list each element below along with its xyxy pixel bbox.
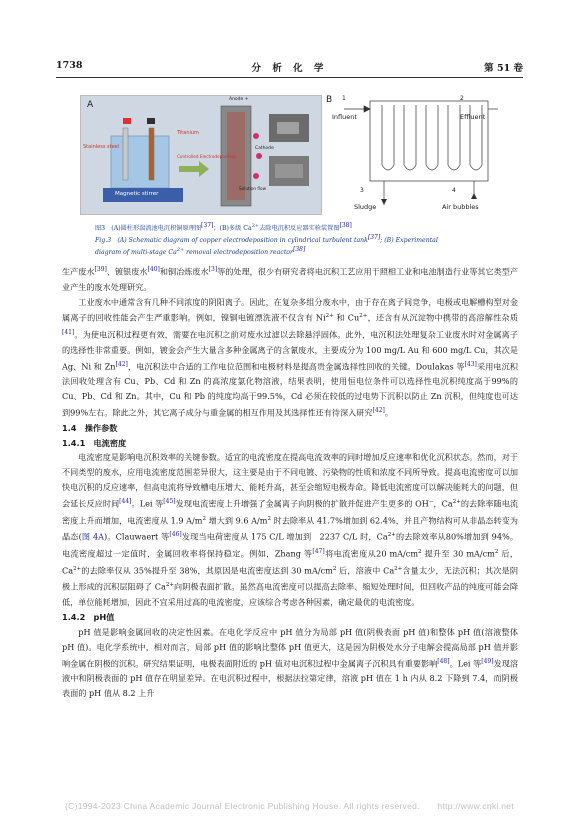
section-heading-1-4-2: 1.4.2 pH值: [62, 611, 115, 622]
citation[interactable]: [41]: [62, 329, 75, 337]
panel-b-letter: B: [326, 95, 333, 105]
body-text: [62, 263, 518, 701]
stainless-steel-label: Stainless steel: [83, 144, 120, 150]
caption-en-ref[interactable]: [37]: [367, 234, 381, 242]
caption-cn-text: 图3 (A)圆柱形湍流池电沉积铜原理图: [95, 225, 202, 233]
panel-a-letter: A: [87, 100, 94, 110]
caption-en-line2: diagram of multi-stage Ca: [95, 249, 177, 257]
figure-panel-b: [324, 95, 500, 215]
caption-english: [95, 233, 495, 245]
figure-panel-a: [80, 95, 322, 215]
caption-cn-tail: 去除电沉积反应器实验装置图: [259, 225, 340, 233]
citation[interactable]: [47]: [312, 548, 325, 556]
caption-cn-sup: 2+: [251, 223, 260, 229]
figure-link[interactable]: 图 4A: [81, 532, 105, 543]
header-rule: [56, 77, 523, 78]
titanium-label: Titanium: [177, 130, 199, 136]
caption-en-line1-tail: ; (B) Experimental: [380, 237, 438, 245]
volume-label: 第 51 卷: [484, 63, 523, 74]
caption-en-line1: Fig.3 (A) Schematic diagram of copper electrodeposition in cylindrical turbulent tank: [95, 237, 368, 245]
citation[interactable]: [49]: [481, 657, 494, 665]
caption-en-line2-tail: removal electrodeposition reactor: [184, 249, 293, 257]
magnetic-stirrer-label: Magnetic stirrer: [115, 191, 159, 197]
citation[interactable]: [39]: [94, 266, 107, 273]
page-header: [56, 60, 523, 76]
caption-english-line2: [95, 245, 495, 257]
citation[interactable]: [3]: [208, 266, 218, 273]
port-number-1: 1: [342, 95, 346, 102]
controlled-electrodeposition-label: Controlled Electrodeposition: [177, 154, 237, 159]
caption-cn-ref[interactable]: [37]: [201, 222, 214, 229]
paragraph-current-density: 电流密度是影响电沉积效率的关键参数。适宜的电流密度在提高电流效率的同时增加反应速率和优化沉积状态。然而，对于不同类型的废水，应用电流密度范围差异很大，这主要是由于不同电镀、污染物的性质和浓度不同所导致。提高电流密度可以加快电沉积的反应速率，但高电流将导致槽电压增大、能耗升高，甚至会缩短电极寿命。降低电流密度可以解决能耗大的问题，但会延长反应时间[44]。Lei 等[45]发现电流密度上升增强了金属离子向阴极的扩散并促进产生更多的 OH−，$Ca^{2+}$的去除率随电流密度上升而增加，电流密度从 1.9 $A/m^2$ 增大到 9.6 $A/m^2$ 时去除率从 41.7%增加到 62.4%，并且产物结构可从非晶态转变为晶态(图 4A)。Clauwaert 等[46]发现当电荷密度从 175 C/L 增加到 2237 C/L 时，$Ca^{2+}$的去除效率从80%增加到 94%。电流密度超过一定值时，金属回收率将保持稳定。例如，Zhang 等[47]将电流密度从20 $mA/cm^2$ 提升至 30 $mA/cm^2$ 后，$Ca^{2+}$的去除率仅从 35%提升至 38%，其原因是电流密度达到 30 $mA/cm^2$ 后，溶液中 $Ca^{2+}$含量太少，无法沉积；其次是阴极上形成的沉积层阻碍了 $Ca^{2+}$向阴极表面扩散。虽然高电流密度可以提高去除率、缩短处理时间，但回收产品的纯度可能会降低，单位能耗增加，因此不宜采用过高的电流密度，应该综合考虑各种因素，确定最优的电流密度。: [62, 452, 519, 607]
cathode-label: Cathode: [255, 146, 274, 151]
citation[interactable]: [43]: [464, 360, 477, 368]
citation[interactable]: [46]: [169, 531, 182, 539]
figure-caption: [95, 221, 495, 257]
citation[interactable]: [42]: [372, 407, 385, 415]
citation[interactable]: [40]: [147, 266, 160, 273]
port-number-3: 3: [360, 187, 364, 194]
port-number-4: 4: [452, 187, 456, 194]
citation[interactable]: [48]: [437, 657, 450, 665]
citation[interactable]: [45]: [163, 498, 176, 506]
paragraph-ions: 工业废水中通常含有几种不同浓度的阴阳离子。因此，在复杂多组分废水中，由于存在离子间竞争，电极或电解槽构型对金属离子的回收性能会产生严重影响。例如，镍铜电镀漂洗液不仅含有 $Ni^{2+}$ 和 $Cu^{2+}$，还含有从沉淀物中携带的高溶解性杂质[41]。为使电沉积过程更有效，需要在电沉积之前对废水过滤以去除悬浮固体。此外，电沉积法处理复杂工业废水时对金属离子的选择性非常重要。例如，镀金会产生大量含多种金属离子的含氰废水，主要成分为 100 mg/L Au 和 600 mg/L Cu，其次是 Ag、Ni 和 Zn[42]，电沉积法中合适的工作电位范围和电极材料是提高贵金属选择性回收的关键。Doulakas 等[43]采用电沉积法回收处理含有 Cu、Pb、Cd 和 Zn 的高浓度氯化物溶液，结果表明，使用恒电位条件可以选择性电沉积纯度高于99%的 Cu、Pb、Cd 和 Zn。其中，Cu 和 Pb 的纯度均高于99.5%，Cd 必须在较低的过电势下沉积以防止 Zn 沉积，但纯度也可达到99%左右。除此之外，其它离子成分与重金属的相互作用及其选择性还有待深入研究[42]。: [62, 296, 518, 418]
paragraph-continuation: 生产废水[39]、镀银废水[40]和铜冶炼废水[3]等的处理，很少有研究者将电沉积工艺应用于照相工业和电池制造行业等其它类型产业产生的废水处理研究。: [62, 266, 518, 292]
page-number: 1738: [56, 60, 83, 71]
caption-en-sup: 2+: [176, 247, 185, 254]
influent-label: Influent: [332, 113, 357, 121]
caption-en-ref2[interactable]: [38]: [292, 246, 306, 254]
air-bubbles-label: Air bubbles: [442, 203, 479, 211]
sludge-label: Sludge: [354, 203, 377, 211]
section-heading-1-4-1: 1.4.1 电流密度: [62, 437, 127, 448]
effluent-label: Effluent: [460, 113, 486, 121]
caption-chinese: [95, 221, 495, 233]
citation[interactable]: [42]: [115, 360, 128, 368]
solution-flow-label: Solution flow: [239, 186, 267, 191]
caption-cn-ref2[interactable]: [38]: [339, 222, 352, 229]
journal-title: 分 析 化 学: [251, 63, 328, 74]
section-heading-1-4: 1.4 操作参数: [62, 422, 118, 433]
citation[interactable]: [44]: [119, 498, 132, 506]
anode-label: Anode +: [229, 97, 249, 102]
caption-cn-mid: ；(B)多级 Ca: [213, 225, 252, 233]
paragraph-ph: pH 值是影响金属回收的决定性因素。在电化学反应中 pH 值分为局部 pH 值(阴极表面 pH 值)和整体 pH 值(溶液整体 pH 值)。电化学系统中，相对而言，局部 pH 值的影响比整体 pH 值更大，这是因为阴极处水分子电解会提高局部 pH 值并影响金属在阴极的沉积。研究结果证明，电极表面附近的 pH 值对电沉积过程中金属离子沉积具有重要影响[48]。Lei 等[49]发现溶液中和阴极表面的 pH 值存在明显差异。在电沉积过程中，根据法拉第定律，溶液 pH 值在 1 h 内从 8.2 下降到 7.4，而阴极表面的 pH 值从 8.2 上升: [62, 626, 518, 699]
port-number-2: 2: [460, 95, 464, 102]
copyright-footer: (C)1994-2023 China Academic Journal Electronic Publishing House. All rights reserved. http://www.cnki.net: [65, 801, 514, 811]
